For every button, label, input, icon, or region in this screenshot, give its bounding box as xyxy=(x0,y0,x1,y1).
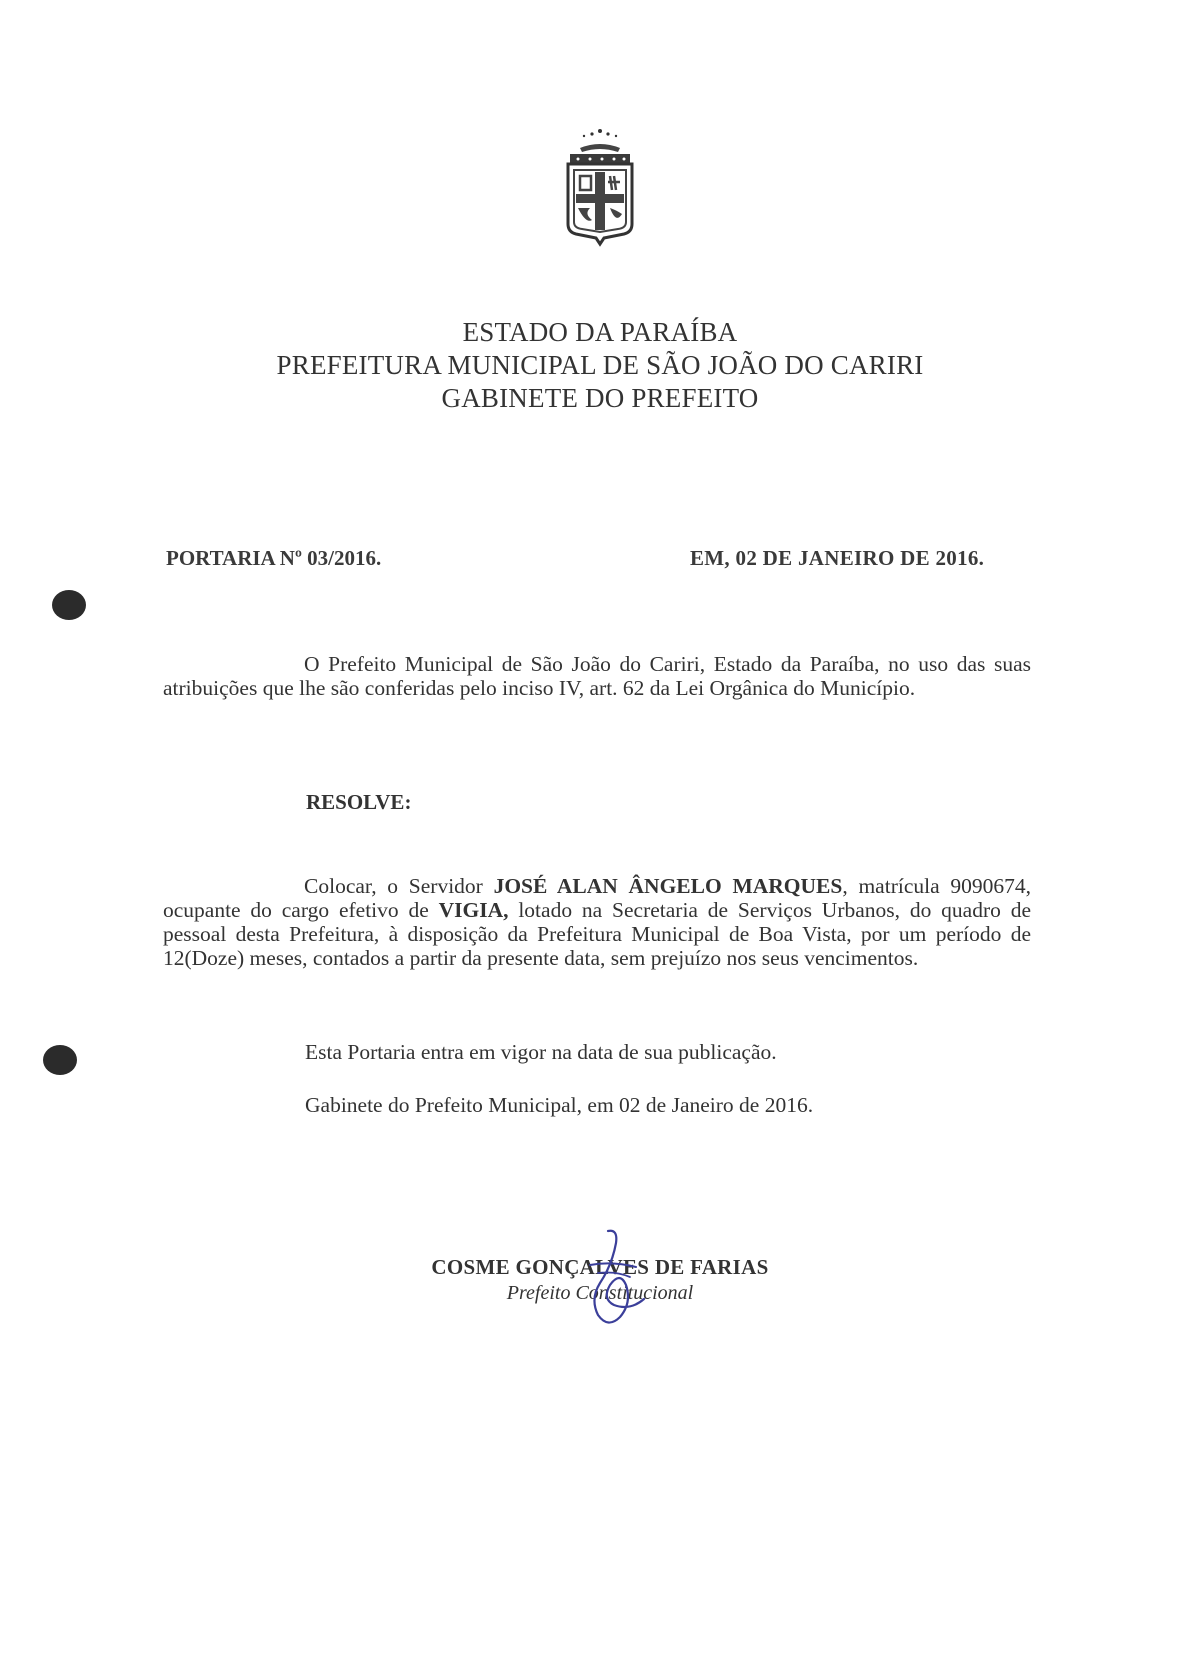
handwritten-signature-icon xyxy=(560,1225,670,1335)
document-header xyxy=(200,316,1000,415)
body-text-part3: lotado na Secretaria de Serviços Urbanos, do quadro de pessoal desta Prefeitura, à disposição da Prefeitura Municipal de Boa Vista, por um período de 12(Doze) meses, contados a partir da presente data, sem prejuízo nos seus vencimentos. xyxy=(163,898,1031,970)
cargo-name: VIGIA, xyxy=(438,898,509,922)
punch-hole-mark xyxy=(43,1045,77,1075)
resolve-heading: RESOLVE: xyxy=(306,790,412,814)
body-paragraph xyxy=(163,874,1031,970)
intro-paragraph xyxy=(163,652,1031,700)
portaria-number: PORTARIA Nº 03/2016. xyxy=(166,546,382,570)
intro-text: O Prefeito Municipal de São João do Cariri, Estado da Paraíba, no uso das suas atribuições que lhe são conferidas pelo inciso IV, art. 62 da Lei Orgânica do Município. xyxy=(163,652,1031,700)
state-name: ESTADO DA PARAÍBA xyxy=(462,317,738,347)
vigor-statement: Esta Portaria entra em vigor na data de sua publicação. xyxy=(305,1040,777,1064)
municipality-name: PREFEITURA MUNICIPAL DE SÃO JOÃO DO CARIRI xyxy=(276,350,924,380)
signer-name: COSME GONÇALVES DE FARIAS xyxy=(431,1255,769,1279)
signer-role: Prefeito Constitucional xyxy=(506,1282,694,1304)
body-text-part2: , matrícula 9090674, ocupante do cargo efetivo de xyxy=(163,874,1031,922)
gabinete-statement: Gabinete do Prefeito Municipal, em 02 de Janeiro de 2016. xyxy=(305,1093,814,1117)
body-text-part1: Colocar, o Servidor xyxy=(304,874,494,898)
punch-hole-mark xyxy=(52,590,86,620)
coat-of-arms-icon xyxy=(556,128,644,252)
servidor-name: JOSÉ ALAN ÂNGELO MARQUES xyxy=(493,874,843,898)
portaria-date: EM, 02 DE JANEIRO DE 2016. xyxy=(690,546,985,570)
office-name: GABINETE DO PREFEITO xyxy=(441,383,759,413)
